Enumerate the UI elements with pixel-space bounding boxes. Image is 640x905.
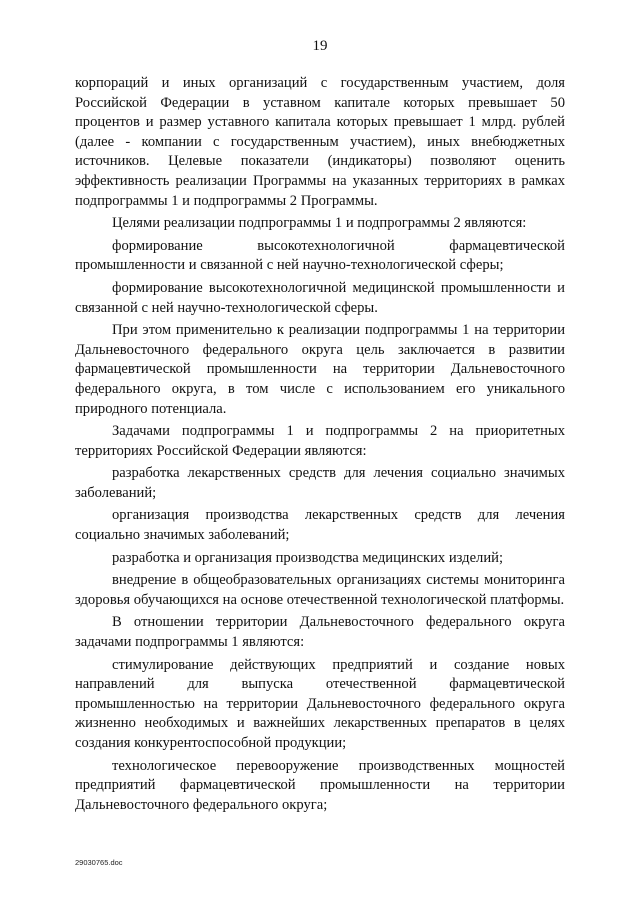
paragraph: внедрение в общеобразовательных организациях системы мониторинга здоровья обучающихся на основе отечественной технологической платформы. [75, 572, 565, 608]
paragraph: разработка лекарственных средств для лечения социально значимых заболеваний; [75, 465, 565, 501]
paragraph: формирование высокотехнологичной медицинской промышленности и связанной с ней научно-технологической сферы. [75, 279, 565, 316]
paragraph: разработка и организация производства медицинских изделий; [112, 549, 504, 566]
file-name-footer: 29030765.doc [75, 858, 123, 867]
page-number: 19 [312, 38, 328, 54]
paragraph: стимулирование действующих предприятий и создание новых направлений для выпуска отечественной фармацевтической промышленностью на территории Дальневосточного федерального округа жизненно необходимых и важнейших лекарственных препаратов в целях создания конкурентоспособной продукции; [75, 656, 565, 751]
paragraph: Целями реализации подпрограммы 1 и подпрограммы 2 являются: [112, 215, 527, 232]
paragraph: организация производства лекарственных средств для лечения социально значимых заболеваний; [75, 507, 565, 544]
paragraph: технологическое перевооружение производственных мощностей предприятий фармацевтической промышленности на территории Дальневосточного федерального округа; [75, 757, 565, 813]
paragraph: формирование высокотехнологичной фармацевтической промышленности и связанной с ней научно-технологической сферы; [75, 237, 565, 274]
paragraph: Задачами подпрограммы 1 и подпрограммы 2 на приоритетных территориях Российской Федерации являются: [75, 423, 565, 459]
paragraph: В отношении территории Дальневосточного федерального округа задачами подпрограммы 1 являются: [75, 614, 565, 651]
paragraph: корпораций и иных организаций с государственным участием, доля Российской Федерации в уставном капитале которых превышает 50 процентов и размер уставного капитала которых превышает 1 млрд. рублей (далее - компании с государственным участием), иных внебюджетных источников. Целевые показатели (индикаторы) позволяют оценить эффективность реализации Программы на указанных территориях в рамках подпрограммы 1 и подпрограммы 2 Программы. [75, 75, 565, 209]
body-text [75, 74, 565, 818]
paragraph: При этом применительно к реализации подпрограммы 1 на территории Дальневосточного федерального округа цель заключается в развитии фармацевтической промышленности на территории Дальневосточного федерального округа, в том числе с использованием его уникального природного потенциала. [75, 322, 565, 417]
